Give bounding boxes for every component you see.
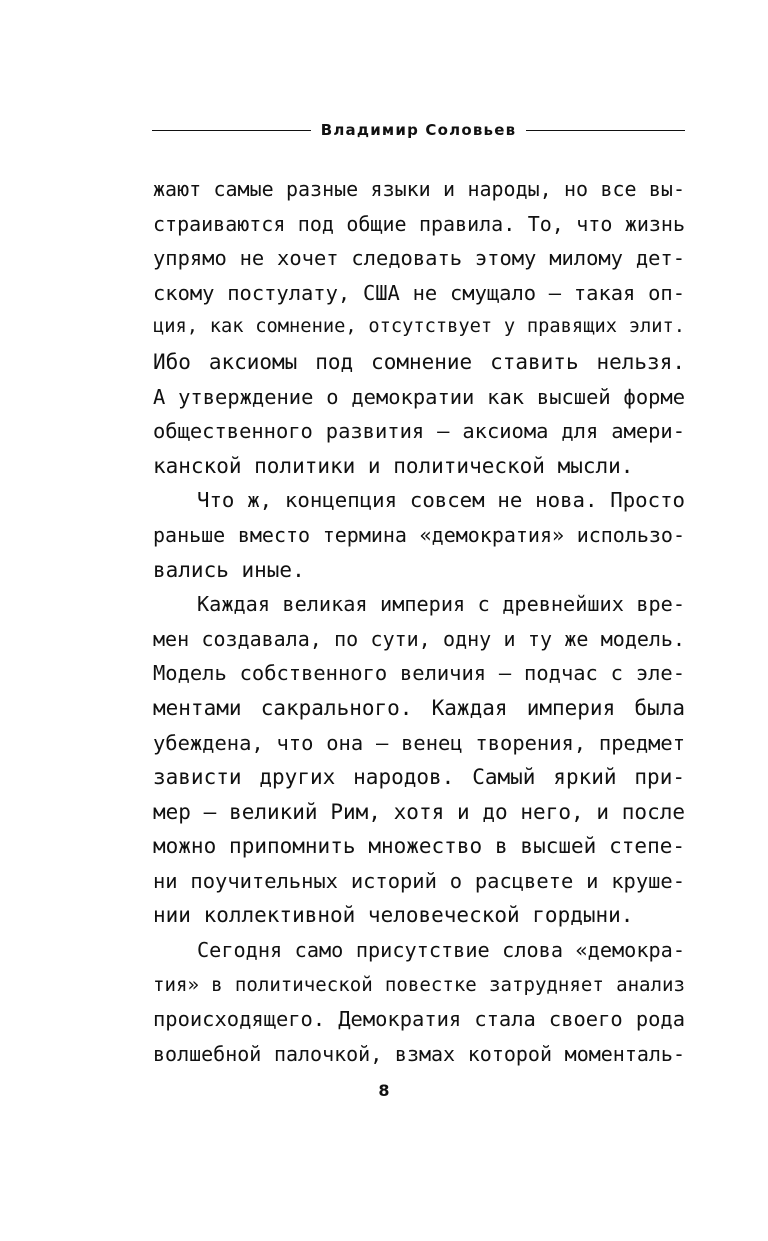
text-line: Что ж, концепция совсем не нова. Просто (197, 488, 685, 513)
text-line: жают самые разные языки и народы, но все вы- (153, 177, 685, 201)
text-line: общественного развития — аксиома для амери- (153, 419, 685, 444)
paragraph-2 (153, 483, 685, 587)
text-line: Модель собственного величия — подчас с эле- (153, 661, 685, 686)
text-line: страиваются под общие правила. То, что жизнь (153, 211, 685, 236)
text-line: ция, как сомнение, отсутствует у правящих элит. (153, 316, 685, 338)
text-line: упрямо не хочет следовать этому милому дет- (153, 246, 685, 271)
header-rule-left (152, 130, 311, 131)
text-line: происходящего. Демократия стала своего рода (153, 1007, 685, 1032)
running-header (152, 118, 685, 142)
paragraph-3 (153, 587, 685, 933)
text-line: А утверждение о демократии как высшей форме (153, 384, 685, 409)
text-line: можно припомнить множество в высшей степе- (153, 834, 685, 859)
paragraph-1 (153, 172, 685, 483)
text-line: убеждена, что она — венец творения, предмет (153, 730, 685, 755)
text-line: канской политики и политической мысли. (153, 453, 634, 478)
text-line: мер — великий Рим, хотя и до него, и после (153, 799, 685, 824)
text-line: тия» в политической повестке затрудняет анализ (153, 972, 685, 996)
body-text (153, 172, 685, 1071)
text-line: скому постулату, США не смущало — такая оп- (153, 280, 685, 305)
text-line: нии коллективной человеческой гордыни. (153, 903, 634, 928)
header-rule-right (526, 130, 685, 131)
paragraph-4 (153, 933, 685, 1071)
text-line: зависти других народов. Самый яркий при- (153, 765, 685, 790)
text-line: ментами сакрального. Каждая империя была (153, 695, 685, 720)
text-line: Сегодня само присутствие слова «демокра- (197, 938, 685, 963)
page-number: 8 (378, 1081, 390, 1100)
text-line: вались иные. (153, 557, 305, 582)
text-line: раньше вместо термина «демократия» использо- (153, 522, 685, 547)
text-line: ни поучительных историй о расцвете и круше- (153, 868, 685, 893)
text-line: Каждая великая империя с древнейших вре- (197, 592, 685, 617)
text-line: волшебной палочкой, взмах которой моменталь- (153, 1041, 685, 1066)
text-line: мен создавала, по сути, одну и ту же модель. (153, 626, 685, 651)
text-line: Ибо аксиомы под сомнение ставить нельзя. (153, 349, 685, 374)
author-name: Владимир Соловьев (320, 121, 517, 139)
